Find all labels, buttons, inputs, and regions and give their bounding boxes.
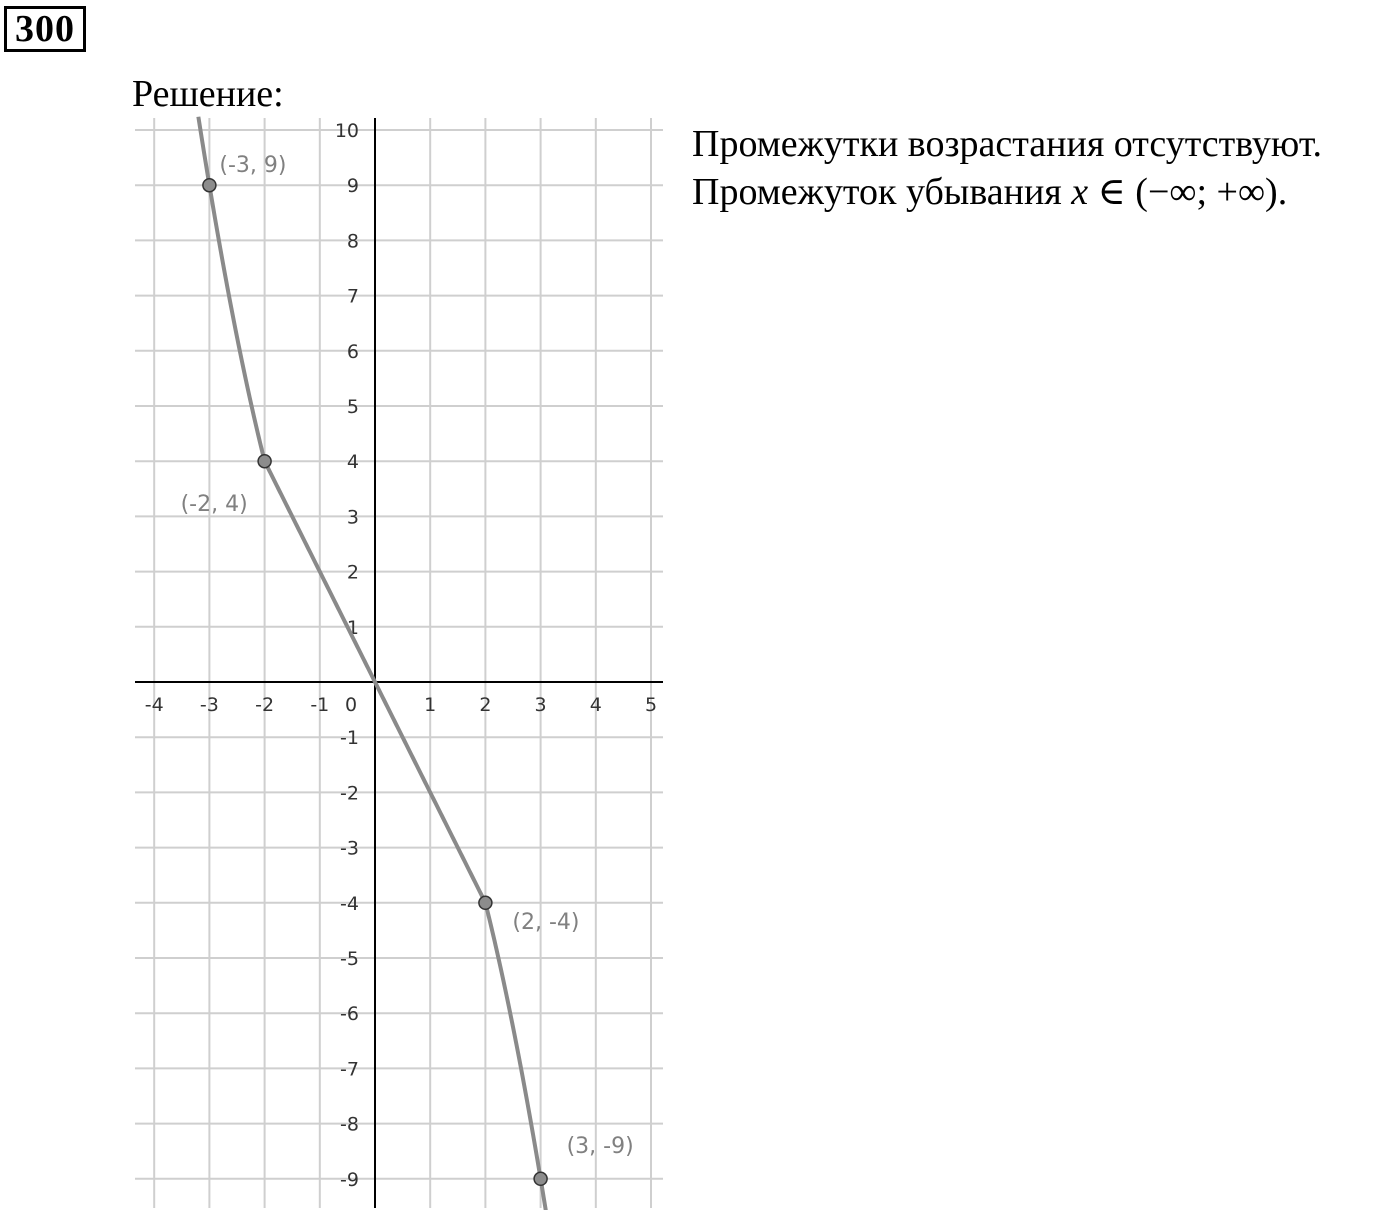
y-tick-label: 5 — [346, 396, 359, 418]
y-tick-label: -6 — [340, 1003, 359, 1026]
x-tick-label: -1 — [310, 694, 330, 716]
origin-label: 0 — [344, 694, 358, 716]
y-tick-label: 9 — [346, 175, 359, 198]
data-point — [258, 455, 271, 468]
x-tick-label: 1 — [424, 694, 437, 716]
y-tick-label: -9 — [340, 1168, 359, 1191]
y-tick-label: 7 — [346, 285, 359, 308]
y-tick-label: -1 — [340, 727, 359, 750]
y-tick-label: 8 — [346, 230, 359, 253]
problem-number: 300 — [4, 6, 86, 52]
y-tick-label: -3 — [340, 837, 359, 860]
answer-line-decrease-text: Промежуток убывания — [692, 171, 1072, 213]
data-point — [203, 179, 216, 192]
x-tick-label: -2 — [255, 694, 275, 716]
y-tick-label: 1 — [346, 616, 359, 639]
y-tick-label: -5 — [340, 948, 359, 970]
x-tick-label: 2 — [479, 694, 492, 716]
data-point — [534, 1172, 547, 1185]
y-tick-label: 6 — [346, 340, 359, 363]
point-label: (3, -9) — [566, 1133, 634, 1159]
answer-interval: ∈ (−∞; +∞). — [1088, 171, 1288, 213]
answer-line-increase: Промежутки возрастания отсутствуют. — [692, 123, 1323, 165]
data-point — [479, 896, 492, 909]
y-tick-label: 4 — [346, 451, 359, 474]
y-tick-label: -4 — [340, 892, 359, 915]
point-label: (2, -4) — [512, 909, 580, 935]
answer-variable: x — [1071, 171, 1089, 213]
y-tick-label: -8 — [340, 1113, 359, 1136]
y-tick-label: -7 — [340, 1058, 359, 1081]
solution-label: Решение: — [132, 73, 284, 115]
point-label: (-2, 4) — [180, 492, 248, 518]
x-tick-label: 5 — [644, 694, 658, 716]
x-tick-label: 4 — [589, 694, 602, 716]
point-label: (-3, 9) — [219, 153, 287, 179]
y-tick-label: 3 — [346, 506, 359, 529]
x-tick-label: 3 — [534, 694, 547, 716]
x-tick-label: -3 — [199, 694, 219, 716]
y-tick-label: -2 — [340, 782, 359, 805]
function-curve — [198, 117, 546, 1210]
y-tick-label: 2 — [346, 561, 359, 584]
y-tick-label: 10 — [334, 120, 359, 142]
x-tick-label: -4 — [144, 694, 164, 716]
